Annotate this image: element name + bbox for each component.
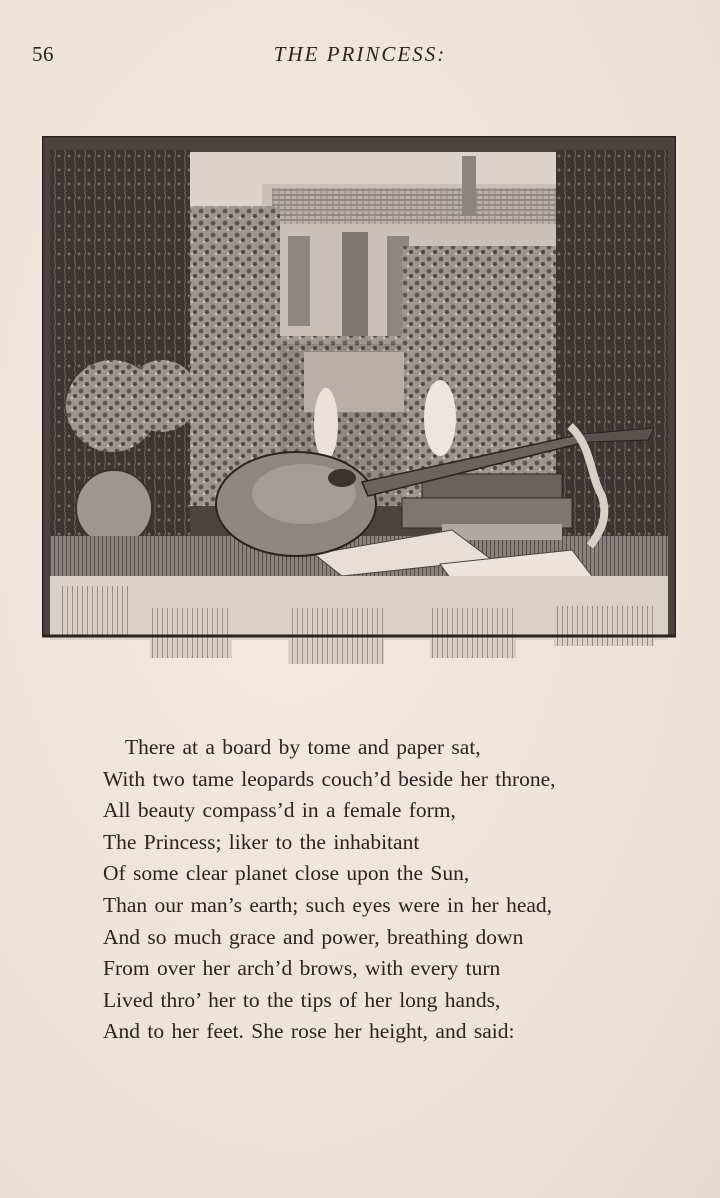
running-title: THE PRINCESS:	[273, 42, 447, 66]
poem-line: And to her feet. She rose her height, and said:	[103, 1019, 515, 1044]
poem-line: Lived thro’ her to the tips of her long hands,	[103, 987, 501, 1012]
poem-stanza	[103, 732, 663, 1048]
poem-line: There at a board by tome and paper sat,	[125, 735, 481, 759]
poem-line: From over her arch’d brows, with every turn	[103, 956, 501, 981]
page-number: 56	[32, 42, 54, 66]
poem-line: Than our man’s earth; such eyes were in her head,	[103, 892, 553, 917]
poem-line: All beauty compass’d in a female form,	[103, 798, 456, 823]
poem-line: Of some clear planet close upon the Sun,	[103, 861, 470, 886]
engraving-illustration	[42, 136, 676, 676]
poem-line: The Princess; liker to the inhabitant	[103, 829, 420, 854]
poem-line: With two tame leopards couch’d beside her throne,	[103, 766, 556, 791]
poem-line: And so much grace and power, breathing down	[103, 924, 524, 949]
